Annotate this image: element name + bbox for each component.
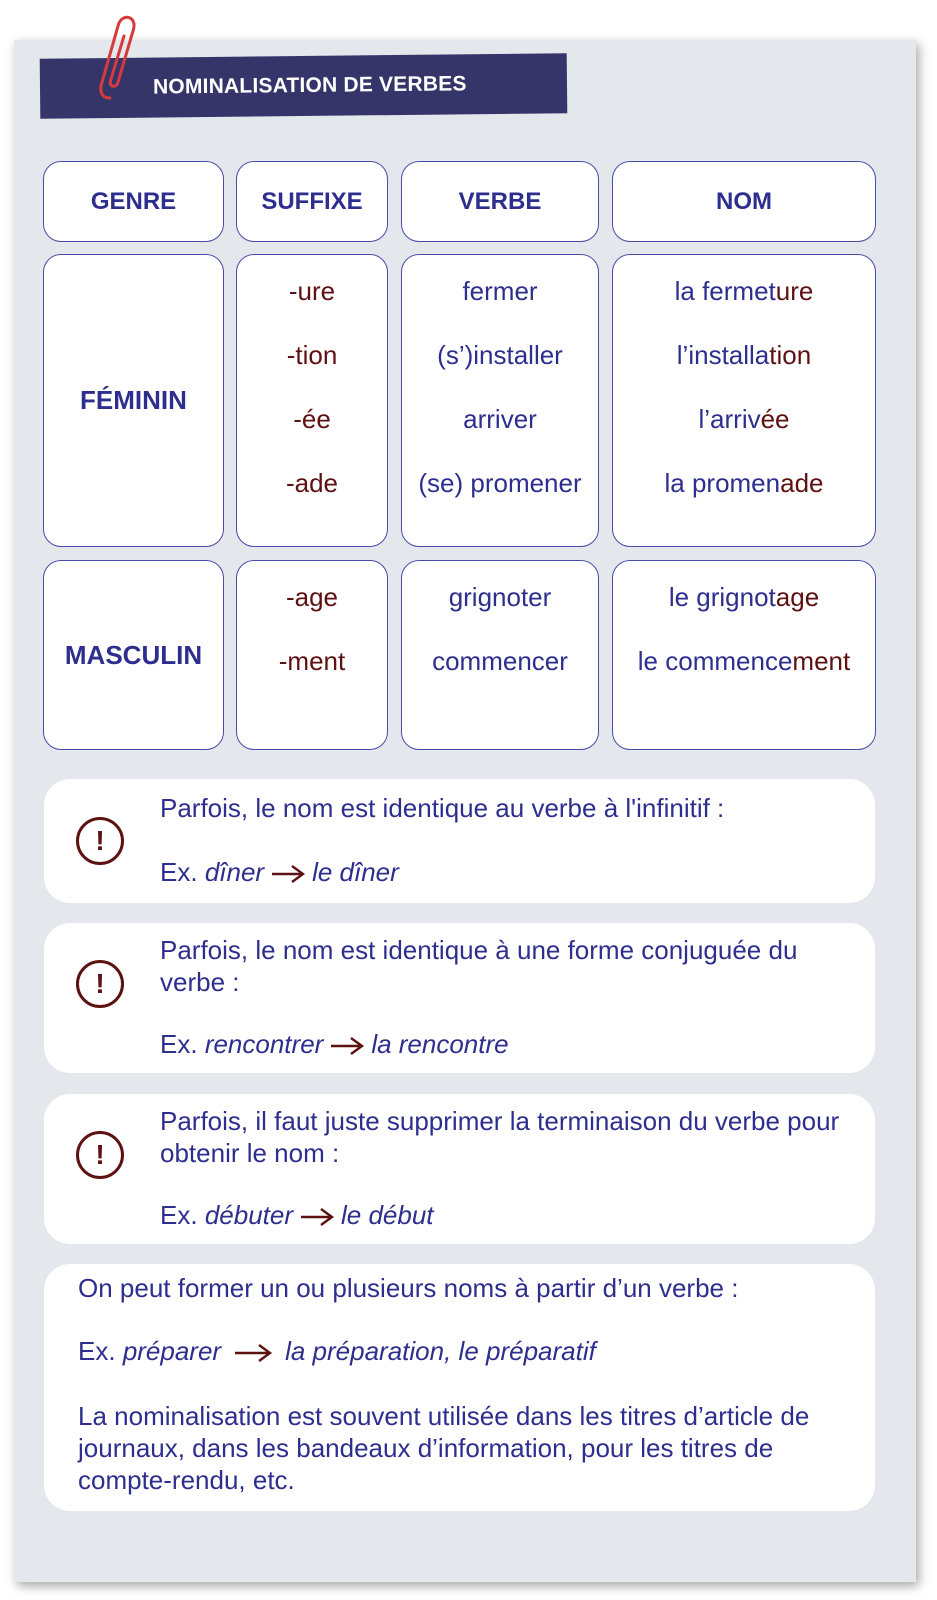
noun-stem: l’installa [676,340,770,370]
example-prefix: Ex. [160,857,198,887]
arrow-right-icon [233,1343,273,1363]
noun-suffix: ure [775,276,814,306]
header-genre-label: GENRE [90,187,177,215]
example-prefix: Ex. [78,1336,116,1366]
suffix-ade: -ade [285,468,339,498]
header-nom [612,161,876,242]
note-example [160,1200,434,1231]
example-to: le dîner [312,857,399,887]
header-suffixe [236,161,388,242]
warning-icon [76,817,124,865]
verb-commencer: commencer [432,646,568,676]
noun-suffix: age [775,582,820,612]
verb-grignoter: grignoter [448,582,552,612]
noun-suffix: tion [769,340,812,370]
verb-installer: (s’)installer [437,340,563,370]
verbes-masculin [401,560,599,750]
suffix-ment: -ment [278,646,346,676]
warning-icon [76,1131,124,1179]
verb-arriver: arriver [463,404,537,434]
genre-masculin [43,560,224,750]
note-remove-ending [44,1094,875,1244]
suffixes-masculin [236,560,388,750]
noms-masculin [612,560,876,750]
note-example [160,1029,509,1060]
warning-glyph: ! [95,1139,105,1170]
final-paragraph: La nominalisation est souvent utilisée dans les titres d’article de journaux, dans les bandeaux d’information, pour les titres de compte-rendu, etc. [78,1401,810,1495]
suffix-tion: -tion [286,340,338,370]
noun-installation [677,339,811,403]
final-example [78,1336,596,1367]
verbes-feminin [401,254,599,547]
noun-fermeture [675,275,814,339]
noun-promenade [664,467,823,531]
genre-masculin-label: MASCULIN [64,639,203,670]
note-conjugated [44,923,875,1073]
example-prefix: Ex. [160,1029,198,1059]
header-verbe-label: VERBE [458,187,542,215]
suffixes-feminin [236,254,388,547]
noun-suffix: ade [780,468,824,498]
suffix-age: -age [285,582,339,612]
note-multiple-nouns [44,1264,875,1511]
arrow-right-icon [329,1036,365,1056]
header-genre [43,161,224,242]
paperclip-icon [96,12,138,102]
suffix-ure: -ure [288,276,336,306]
noms-feminin [612,254,876,547]
genre-feminin [43,254,224,547]
warning-icon [76,960,124,1008]
warning-glyph: ! [95,825,105,856]
example-to: le début [341,1200,434,1230]
noun-commencement [638,645,850,709]
note-text: Parfois, il faut juste supprimer la terminaison du verbe pour obtenir le nom : [160,1106,840,1168]
note-text: Parfois, le nom est identique à une forme conjuguée du verbe : [160,935,798,997]
header-nom-label: NOM [716,187,772,215]
noun-stem: le commence [637,646,793,676]
noun-suffix: ment [792,646,851,676]
page-title: NOMINALISATION DE VERBES [152,72,467,99]
verb-fermer: fermer [462,276,538,306]
example-from: préparer [122,1336,222,1366]
example-from: rencontrer [204,1029,324,1059]
suffix-ee: -ée [293,404,331,434]
note-infinitive [44,779,875,903]
note-text: Parfois, le nom est identique au verbe à l'infinitif : [160,793,725,823]
arrow-right-icon [299,1207,335,1227]
final-intro: On peut former un ou plusieurs noms à partir d’un verbe : [78,1273,739,1303]
arrow-right-icon [270,864,306,884]
genre-feminin-label: FÉMININ [80,385,187,415]
noun-stem: l’arriv [698,404,761,434]
noun-grignotage [669,581,819,645]
header-verbe [401,161,599,242]
example-from: dîner [204,857,265,887]
example-to: la rencontre [371,1029,509,1059]
example-from: débuter [204,1200,293,1230]
verb-promener: (se) promener [418,468,582,498]
noun-suffix: ée [760,404,790,434]
noun-arrivee [698,403,789,467]
example-to: la préparation, le préparatif [285,1336,596,1366]
example-prefix: Ex. [160,1200,198,1230]
warning-glyph: ! [95,968,105,999]
noun-stem: le grignot [668,582,776,612]
header-suffixe-label: SUFFIXE [261,187,363,215]
note-example [160,857,399,888]
noun-stem: la fermet [674,276,776,306]
noun-stem: la promen [664,468,781,498]
